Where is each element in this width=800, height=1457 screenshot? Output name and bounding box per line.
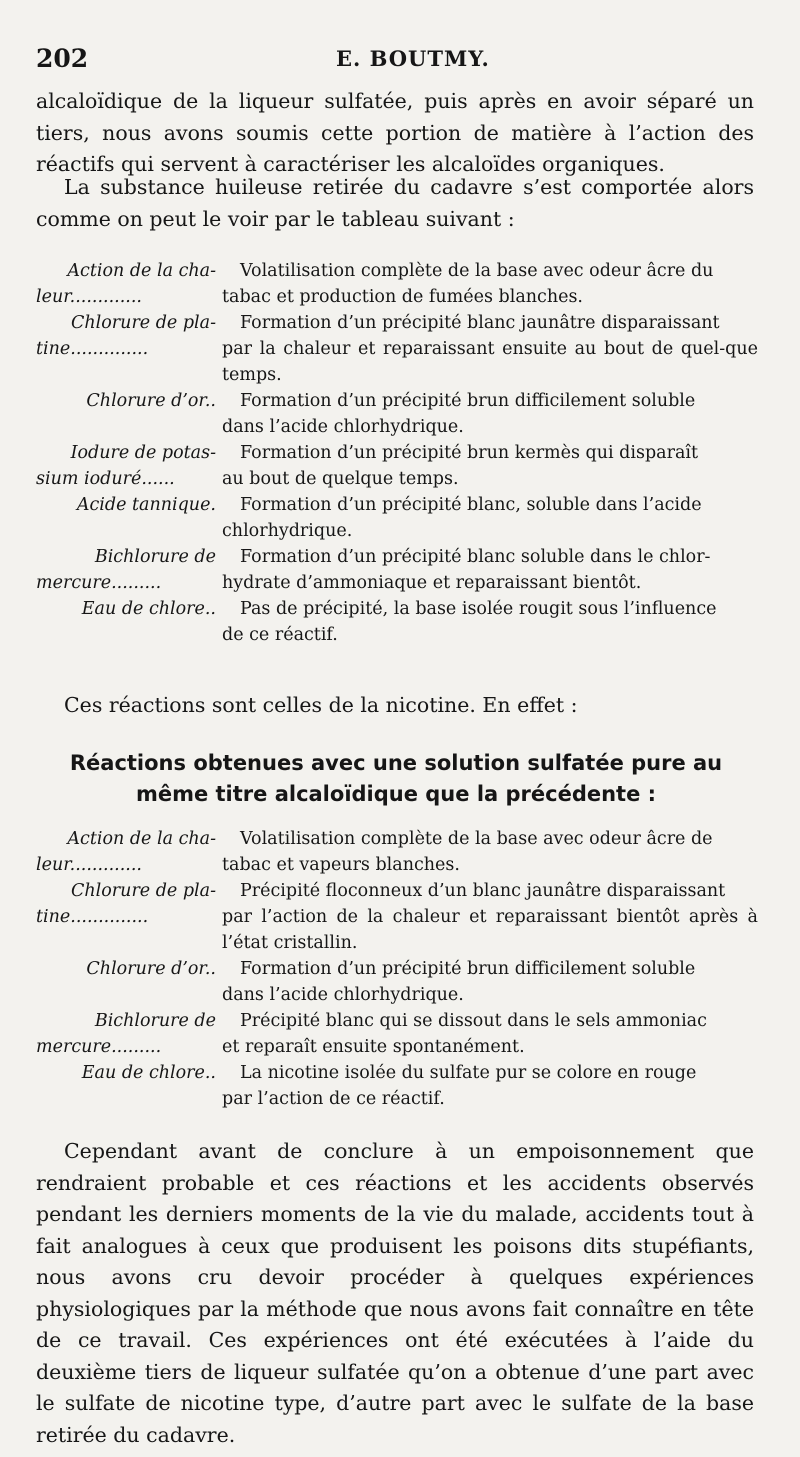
reaction-text: Volatilisation complète de la base avec odeur âcre du [240,261,714,281]
table-row [36,1060,758,1112]
reagent-label: Bichlorure de [94,547,216,567]
reaction-text: Précipité floconneux d’un blanc jaunâtre disparaissant [240,881,726,901]
reaction-text-cont: tabac et production de fumées blanches. [222,287,583,307]
reaction-table-pure [36,826,758,1112]
page-header [36,44,756,74]
reagent-label: Chlorure de pla- [71,313,216,333]
reaction-text-cont: dans l’acide chlorhydrique. [222,417,464,437]
reagent-label: Action de la cha- [67,261,216,281]
table-row [36,596,758,648]
reagent-label: Eau de chlore.. [81,599,216,619]
reaction-text: Formation d’un précipité brun kermès qui disparaît [240,443,699,463]
reaction-text-cont: tabac et vapeurs blanches. [222,855,460,875]
reaction-text-cont: hydrate d’ammoniaque et reparaissant bientôt. [222,573,642,593]
table-row [36,826,758,878]
reaction-text: Pas de précipité, la base isolée rougit sous l’influence [240,599,717,619]
reagent-label-cont: tine.............. [36,907,149,927]
table-row [36,1008,758,1060]
reagent-label-cont: leur............. [36,287,142,307]
reaction-text-cont: par l’action de ce réactif. [222,1089,445,1109]
paragraph-4: Cependant avant de conclure à un empoisonnement que rendraient probable et ces réactions et les accidents observés pendant les derniers moments de la vie du malade, accidents tout à fait analogues à ceux que produisent les poisons dits stupéfiants, nous avons cru devoir procéder à quelques expériences physiologiques par la méthode que nous avons fait connaître en tête de ce travail. Ces expériences ont été exécutées à l’aide du deuxième tiers de liqueur sulfatée qu’on a obtenue d’une part avec le sulfate de nicotine type, d’autre part avec le sulfate de la base retirée du cadavre. [36,1139,754,1447]
table-row [36,258,758,310]
paragraph-1: alcaloïdique de la liqueur sulfatée, puis après en avoir séparé un tiers, nous avons soumis cette portion de matière à l’action des réactifs qui servent à caractériser les alcaloïdes organiques. [36,89,754,176]
reaction-text: Formation d’un précipité blanc soluble dans le chlor- [240,547,711,567]
reagent-label: Bichlorure de [94,1011,216,1031]
table-row [36,440,758,492]
reagent-label: Eau de chlore.. [81,1063,216,1083]
reaction-text-cont: dans l’acide chlorhydrique. [222,985,464,1005]
reaction-text: Formation d’un précipité brun difficilement soluble [240,959,696,979]
reaction-text: Formation d’un précipité blanc jaunâtre disparaissant [240,313,720,333]
reagent-label: Chlorure d’or.. [86,959,216,979]
reagent-label: Chlorure de pla- [71,881,216,901]
reagent-label-cont: mercure......... [36,1037,162,1057]
table-row [36,310,758,388]
reagent-label: Chlorure d’or.. [86,391,216,411]
paragraph-3: Ces réactions sont celles de la nicotine. En effet : [64,693,578,717]
reaction-text-cont: et reparaît ensuite spontanément. [222,1037,525,1057]
reagent-label: Iodure de potas- [70,443,216,463]
reaction-text: Formation d’un précipité brun difficilement soluble [240,391,696,411]
table-row [36,492,758,544]
reagent-label-cont: tine.............. [36,339,149,359]
paragraph-2: La substance huileuse retirée du cadavre s’est comportée alors comme on peut le voir par le tableau suivant : [36,175,754,231]
reaction-text-cont: de ce réactif. [222,625,338,645]
reaction-text-cont: par l’action de la chaleur et reparaissant bientôt après à l’état cristallin. [222,907,758,953]
table-row [36,956,758,1008]
section-heading: Réactions obtenues avec une solution sulfatée pure au même titre alcaloïdique que la précédente : [69,751,723,806]
reaction-text: Volatilisation complète de la base avec odeur âcre de [240,829,713,849]
reagent-label-cont: sium ioduré...... [36,469,175,489]
reagent-label: Acide tannique. [76,495,216,515]
table-row [36,544,758,596]
reagent-label-cont: leur............. [36,855,142,875]
running-title: E. BOUTMY. [336,46,490,71]
reagent-label-cont: mercure......... [36,573,162,593]
reaction-text-cont: par la chaleur et reparaissant ensuite au bout de quel-que temps. [222,339,758,385]
reaction-text-cont: chlorhydrique. [222,521,353,541]
page-number: 202 [36,44,89,73]
reaction-text: Précipité blanc qui se dissout dans le sels ammoniac [240,1011,707,1031]
reaction-text: Formation d’un précipité blanc, soluble dans l’acide [240,495,702,515]
table-row [36,878,758,956]
reagent-label: Action de la cha- [67,829,216,849]
table-row [36,388,758,440]
reaction-table-cadaver [36,258,758,648]
reaction-text-cont: au bout de quelque temps. [222,469,459,489]
reaction-text: La nicotine isolée du sulfate pur se colore en rouge [240,1063,697,1083]
